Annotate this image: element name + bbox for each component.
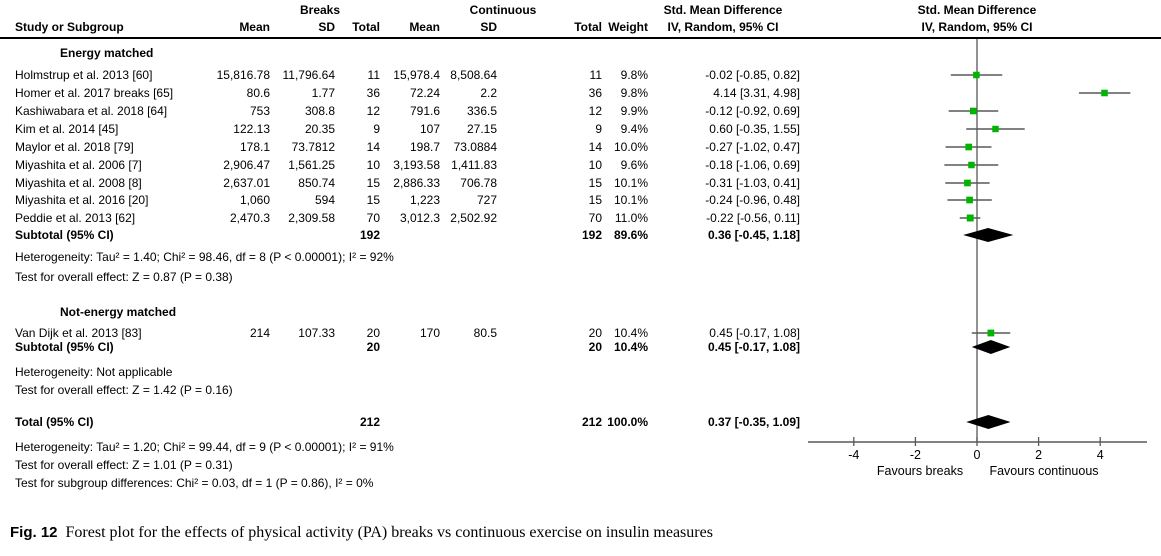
weight-value: 9.4% — [620, 122, 648, 136]
breaks-total: 10 — [366, 158, 380, 172]
total-label: Total (95% CI) — [15, 415, 94, 429]
smd-ci-value: -0.12 [-0.92, 0.69] — [705, 104, 800, 118]
table-row — [0, 192, 1161, 208]
study-label: Van Dijk et al. 2013 [83] — [15, 326, 142, 340]
breaks-mean: 214 — [249, 326, 270, 340]
weight-value: 9.8% — [620, 86, 648, 100]
continuous-mean: 72.24 — [409, 86, 440, 100]
smd-ci-value: -0.31 [-1.03, 0.41] — [705, 176, 800, 190]
axis-tick-label: -2 — [909, 448, 921, 462]
study-label: Kim et al. 2014 [45] — [15, 122, 119, 136]
smd-ci-value: -0.02 [-0.85, 0.82] — [705, 68, 800, 82]
heterogeneity-row — [0, 249, 1161, 265]
breaks-mean: 1,060 — [239, 193, 270, 207]
continuous-total: 20 — [588, 326, 602, 340]
overall-effect-text: Test for overall effect: Z = 1.42 (P = 0.16) — [15, 383, 233, 397]
heterogeneity-text: Heterogeneity: Tau² = 1.40; Chi² = 98.46, df = 8 (P < 0.00001); I² = 92% — [15, 250, 394, 264]
subgroup-label: Energy matched — [60, 46, 154, 60]
smd-text-header-line2: IV, Random, 95% CI — [667, 20, 779, 34]
weight-value: 9.8% — [620, 68, 648, 82]
breaks-total: 36 — [366, 86, 380, 100]
weight-value: 9.9% — [620, 104, 648, 118]
breaks-mean: 2,470.3 — [229, 211, 270, 225]
table-row — [0, 210, 1161, 226]
table-group-header-row — [0, 2, 1161, 18]
study-label: Holmstrup et al. 2013 [60] — [15, 68, 153, 82]
smd-ci-value: 4.14 [3.31, 4.98] — [713, 86, 800, 100]
weight-value: 10.4% — [613, 340, 648, 354]
breaks-total: 14 — [366, 140, 380, 154]
smd-text-header-line1: Std. Mean Difference — [663, 3, 783, 17]
weight-value: 9.6% — [620, 158, 648, 172]
continuous-sd: 706.78 — [460, 176, 497, 190]
col-header-continuous-sd: SD — [480, 20, 497, 34]
smd-ci-value: 0.45 [-0.17, 1.08] — [709, 326, 800, 340]
continuous-total: 9 — [595, 122, 602, 136]
continuous-total: 70 — [588, 211, 602, 225]
heterogeneity-text: Heterogeneity: Tau² = 1.20; Chi² = 99.44, df = 9 (P < 0.00001); I² = 91% — [15, 440, 394, 454]
breaks-total: 11 — [367, 68, 380, 82]
breaks-sd: 107.33 — [298, 326, 335, 340]
subgroup-header-row — [0, 45, 1161, 61]
continuous-sd: 727 — [476, 193, 497, 207]
study-label: Miyashita et al. 2008 [8] — [15, 176, 142, 190]
subgroup-differences-text: Test for subgroup differences: Chi² = 0.03, df = 1 (P = 0.86), I² = 0% — [15, 476, 374, 490]
breaks-total: 12 — [366, 104, 380, 118]
figure-number: Fig. 12 — [10, 524, 58, 541]
weight-value: 10.1% — [613, 176, 648, 190]
continuous-mean: 3,012.3 — [399, 211, 440, 225]
continuous-sd: 80.5 — [473, 326, 497, 340]
axis-tick-label: -4 — [848, 448, 860, 462]
figure-caption — [10, 524, 1150, 542]
smd-ci-value: -0.24 [-0.96, 0.48] — [705, 193, 800, 207]
subtotal-row — [0, 227, 1161, 243]
col-header-weight: Weight — [608, 20, 648, 34]
breaks-mean: 15,816.78 — [216, 68, 270, 82]
breaks-mean: 80.6 — [246, 86, 270, 100]
smd-ci-value: 0.45 [-0.17, 1.08] — [707, 340, 800, 354]
breaks-sd: 73.7812 — [291, 140, 335, 154]
continuous-total: 12 — [588, 104, 602, 118]
continuous-total: 14 — [588, 140, 602, 154]
total-row — [0, 414, 1161, 430]
continuous-mean: 107 — [419, 122, 440, 136]
continuous-mean: 3,193.58 — [393, 158, 440, 172]
overall-effect-row — [0, 457, 1161, 473]
study-label: Kashiwabara et al. 2018 [64] — [15, 104, 168, 118]
breaks-sd: 2,309.58 — [288, 211, 335, 225]
axis-tick-label: 4 — [1096, 448, 1104, 462]
heterogeneity-row — [0, 439, 1161, 455]
smd-ci-value: 0.37 [-0.35, 1.09] — [707, 415, 800, 429]
col-header-breaks-mean: Mean — [239, 20, 270, 34]
table-row — [0, 175, 1161, 191]
smd-ci-value: -0.18 [-1.06, 0.69] — [705, 158, 800, 172]
continuous-sd: 8,508.64 — [450, 68, 497, 82]
continuous-total: 10 — [588, 158, 602, 172]
continuous-total: 11 — [589, 68, 602, 82]
breaks-total: 212 — [359, 415, 380, 429]
smd-plot-header-line1: Std. Mean Difference — [917, 3, 1037, 17]
overall-effect-text: Test for overall effect: Z = 1.01 (P = 0.31) — [15, 458, 233, 472]
continuous-total: 36 — [588, 86, 602, 100]
subtotal-label: Subtotal (95% CI) — [15, 340, 114, 354]
table-row — [0, 103, 1161, 119]
study-label: Homer et al. 2017 breaks [65] — [15, 86, 174, 100]
col-header-breaks-sd: SD — [318, 20, 335, 34]
heterogeneity-text: Heterogeneity: Not applicable — [15, 365, 173, 379]
smd-plot-header-line2: IV, Random, 95% CI — [921, 20, 1033, 34]
table-row — [0, 157, 1161, 173]
group-header-breaks: Breaks — [299, 3, 341, 17]
overall-effect-row — [0, 269, 1161, 285]
col-header-continuous-mean: Mean — [409, 20, 440, 34]
breaks-total: 20 — [366, 340, 380, 354]
subtotal-label: Subtotal (95% CI) — [15, 228, 114, 242]
smd-ci-value: 0.36 [-0.45, 1.18] — [707, 228, 800, 242]
breaks-total: 192 — [359, 228, 380, 242]
continuous-total: 15 — [588, 193, 602, 207]
breaks-mean: 178.1 — [239, 140, 270, 154]
axis-tick-label: 2 — [1035, 448, 1043, 462]
breaks-sd: 11,796.64 — [282, 68, 335, 82]
continuous-mean: 170 — [419, 326, 440, 340]
weight-value: 11.0% — [614, 211, 648, 225]
continuous-sd: 27.15 — [466, 122, 497, 136]
group-header-continuous: Continuous — [469, 3, 537, 17]
breaks-sd: 1.77 — [311, 86, 335, 100]
breaks-total: 20 — [366, 326, 380, 340]
continuous-sd: 2.2 — [480, 86, 497, 100]
subgroup-label: Not-energy matched — [60, 305, 177, 319]
table-row — [0, 85, 1161, 101]
favours-continuous-label: Favours continuous — [989, 464, 1099, 478]
breaks-mean: 2,637.01 — [223, 176, 270, 190]
breaks-sd: 850.74 — [298, 176, 335, 190]
breaks-mean: 122.13 — [233, 122, 270, 136]
table-row — [0, 139, 1161, 155]
breaks-sd: 308.8 — [304, 104, 335, 118]
col-header-continuous-total: Total — [574, 20, 602, 34]
study-label: Maylor et al. 2018 [79] — [15, 140, 134, 154]
col-header-breaks-total: Total — [352, 20, 380, 34]
table-row — [0, 121, 1161, 137]
weight-value: 10.0% — [613, 140, 648, 154]
subtotal-row — [0, 339, 1161, 355]
table-row — [0, 67, 1161, 83]
col-header-study: Study or Subgroup — [15, 20, 124, 34]
axis-tick-label: 0 — [973, 448, 981, 462]
caption-text: Forest plot for the effects of physical activity (PA) breaks vs continuous exercise on insulin measures — [65, 524, 713, 541]
smd-ci-value: 0.60 [-0.35, 1.55] — [709, 122, 800, 136]
weight-value: 100.0% — [607, 415, 648, 429]
heterogeneity-row — [0, 364, 1161, 380]
breaks-total: 9 — [373, 122, 380, 136]
continuous-sd: 2,502.92 — [450, 211, 497, 225]
overall-effect-row — [0, 382, 1161, 398]
breaks-mean: 2,906.47 — [223, 158, 270, 172]
overall-effect-text: Test for overall effect: Z = 0.87 (P = 0.38) — [15, 270, 233, 284]
continuous-mean: 15,978.4 — [393, 68, 440, 82]
weight-value: 89.6% — [613, 228, 648, 242]
study-label: Miyashita et al. 2006 [7] — [15, 158, 142, 172]
continuous-sd: 336.5 — [466, 104, 497, 118]
smd-ci-value: -0.27 [-1.02, 0.47] — [705, 140, 800, 154]
continuous-mean: 2,886.33 — [393, 176, 440, 190]
subgroup-header-row — [0, 304, 1161, 320]
subgroup-differences-row — [0, 475, 1161, 491]
favours-breaks-label: Favours breaks — [876, 464, 964, 478]
breaks-sd: 1,561.25 — [288, 158, 335, 172]
breaks-sd: 20.35 — [304, 122, 335, 136]
continuous-sd: 73.0884 — [453, 140, 497, 154]
breaks-total: 15 — [366, 176, 380, 190]
breaks-total: 70 — [366, 211, 380, 225]
continuous-total: 15 — [588, 176, 602, 190]
table-column-header-row — [0, 19, 1161, 35]
breaks-total: 15 — [366, 193, 380, 207]
study-label: Peddie et al. 2013 [62] — [15, 211, 136, 225]
smd-ci-value: -0.22 [-0.56, 0.11] — [706, 211, 800, 225]
weight-value: 10.1% — [613, 193, 648, 207]
continuous-total: 20 — [588, 340, 602, 354]
continuous-mean: 791.6 — [409, 104, 440, 118]
continuous-total: 192 — [581, 228, 602, 242]
study-label: Miyashita et al. 2016 [20] — [15, 193, 149, 207]
continuous-mean: 198.7 — [409, 140, 440, 154]
continuous-total: 212 — [581, 415, 602, 429]
breaks-mean: 753 — [249, 104, 270, 118]
continuous-mean: 1,223 — [409, 193, 440, 207]
weight-value: 10.4% — [613, 326, 648, 340]
continuous-sd: 1,411.83 — [451, 158, 497, 172]
breaks-sd: 594 — [314, 193, 335, 207]
